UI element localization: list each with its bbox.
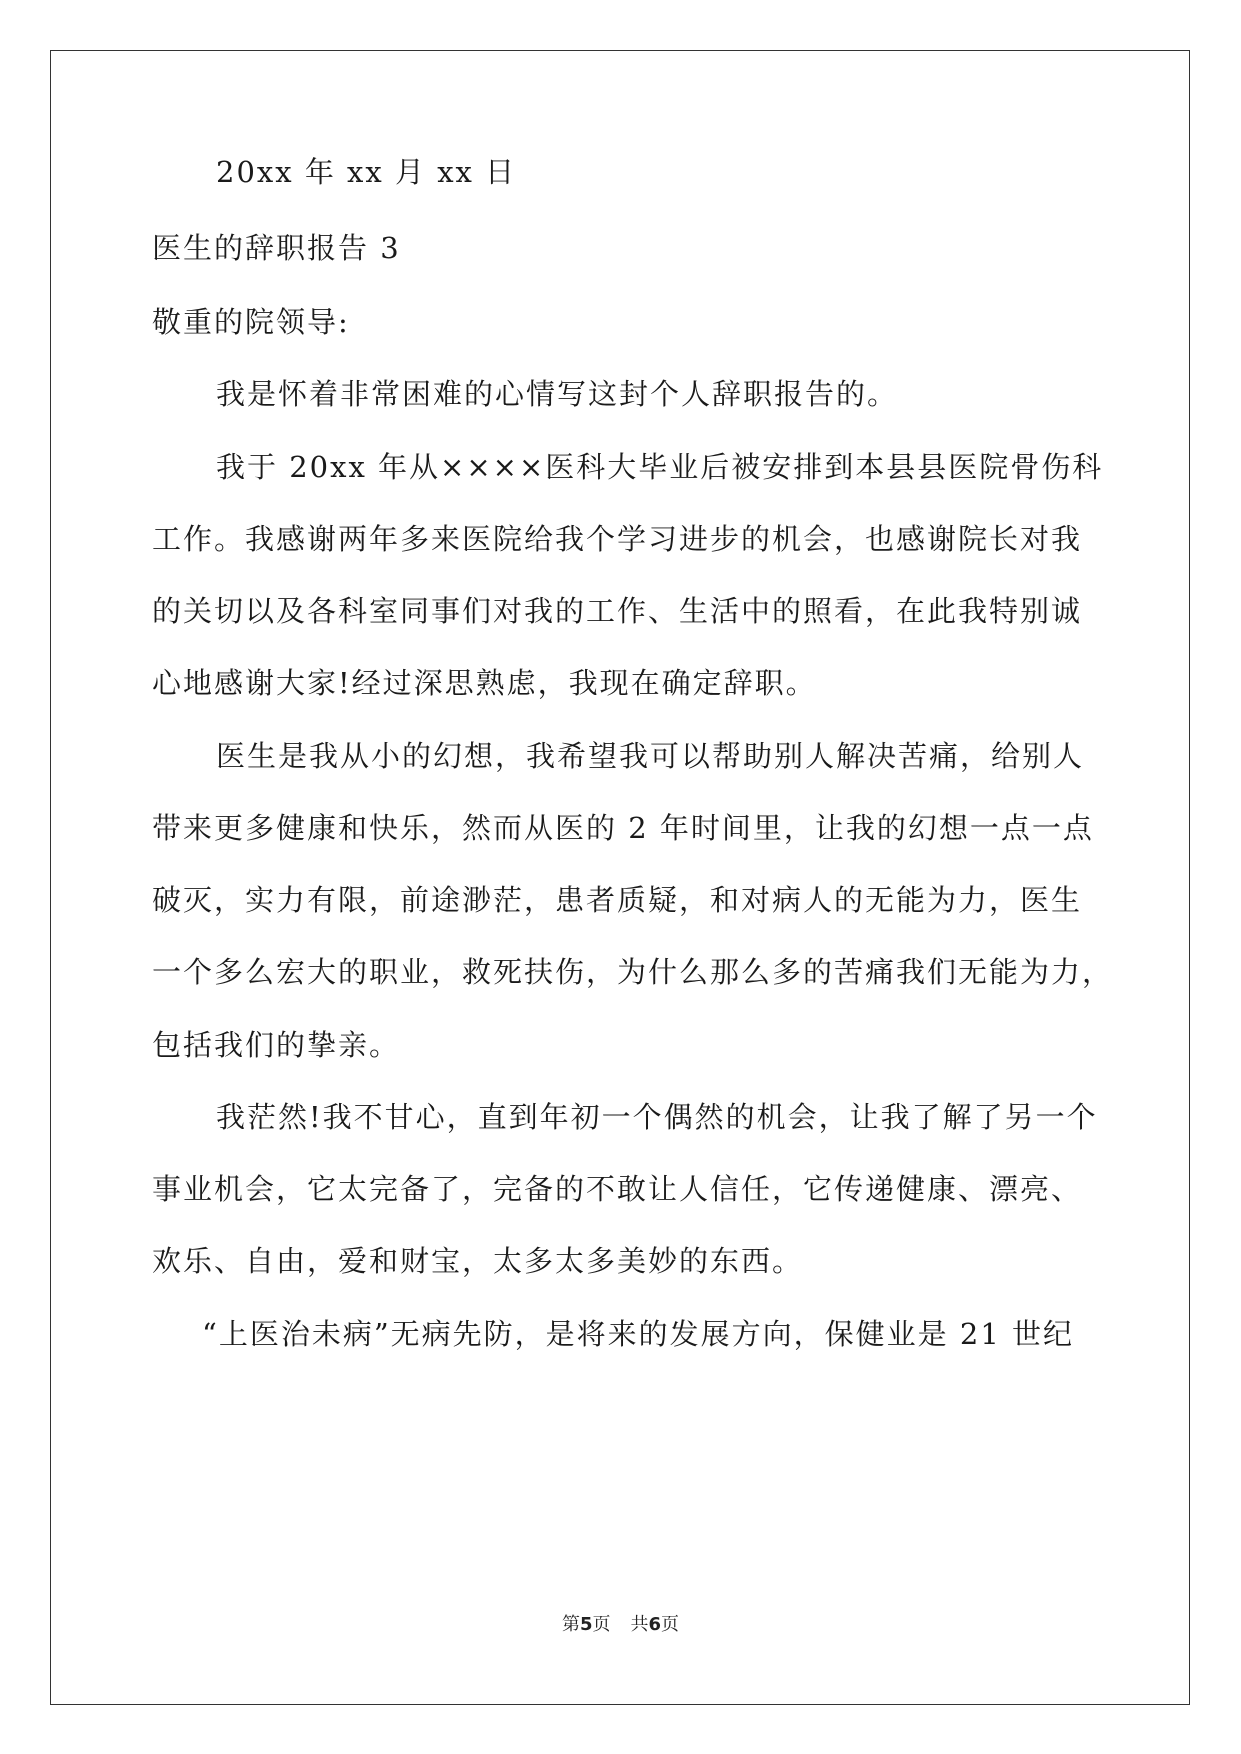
total-suffix: 页 [661, 1614, 680, 1635]
page-suffix: 页 [592, 1614, 611, 1635]
page-prefix: 第 [561, 1614, 580, 1635]
paragraph-line: “上医治未病”无病先防，是将来的发展方向，保健业是 21 世纪 [202, 1317, 1074, 1351]
document-title: 医生的辞职报告 3 [152, 231, 401, 265]
page-total: 6 [648, 1614, 662, 1635]
paragraph-line: 我于 20xx 年从××××医科大毕业后被安排到本县县医院骨伤科 [216, 450, 1104, 484]
paragraph-line: 包括我们的挚亲。 [152, 1028, 401, 1062]
paragraph-line: 我是怀着非常困难的心情写这封个人辞职报告的。 [216, 377, 899, 411]
salutation: 敬重的院领导: [152, 305, 350, 339]
page-footer [0, 1610, 1241, 1636]
paragraph-line: 欢乐、自由，爱和财宝，太多太多美妙的东西。 [152, 1244, 804, 1278]
paragraph-line: 的关切以及各科室同事们对我的工作、生活中的照看，在此我特别诚 [152, 594, 1083, 628]
paragraph-line: 工作。我感谢两年多来医院给我个学习进步的机会，也感谢院长对我 [152, 522, 1083, 556]
paragraph-line: 一个多么宏大的职业，救死扶伤，为什么那么多的苦痛我们无能为力， [152, 955, 1114, 989]
paragraph-line: 我茫然!我不甘心，直到年初一个偶然的机会，让我了解了另一个 [216, 1100, 1098, 1134]
page-border [50, 50, 1190, 1705]
paragraph-line: 事业机会，它太完备了，完备的不敢让人信任，它传递健康、漂亮、 [152, 1172, 1083, 1206]
date-line: 20xx 年 xx 月 xx 日 [216, 155, 517, 189]
total-prefix: 共 [630, 1614, 649, 1635]
paragraph-line: 医生是我从小的幻想，我希望我可以帮助别人解决苦痛，给别人 [216, 739, 1085, 773]
page-current: 5 [579, 1614, 593, 1635]
paragraph-line: 带来更多健康和快乐，然而从医的 2 年时间里，让我的幻想一点一点 [152, 811, 1094, 845]
paragraph-line: 心地感谢大家!经过深思熟虑，我现在确定辞职。 [152, 666, 817, 700]
paragraph-line: 破灭，实力有限，前途渺茫，患者质疑，和对病人的无能为力，医生 [152, 883, 1083, 917]
